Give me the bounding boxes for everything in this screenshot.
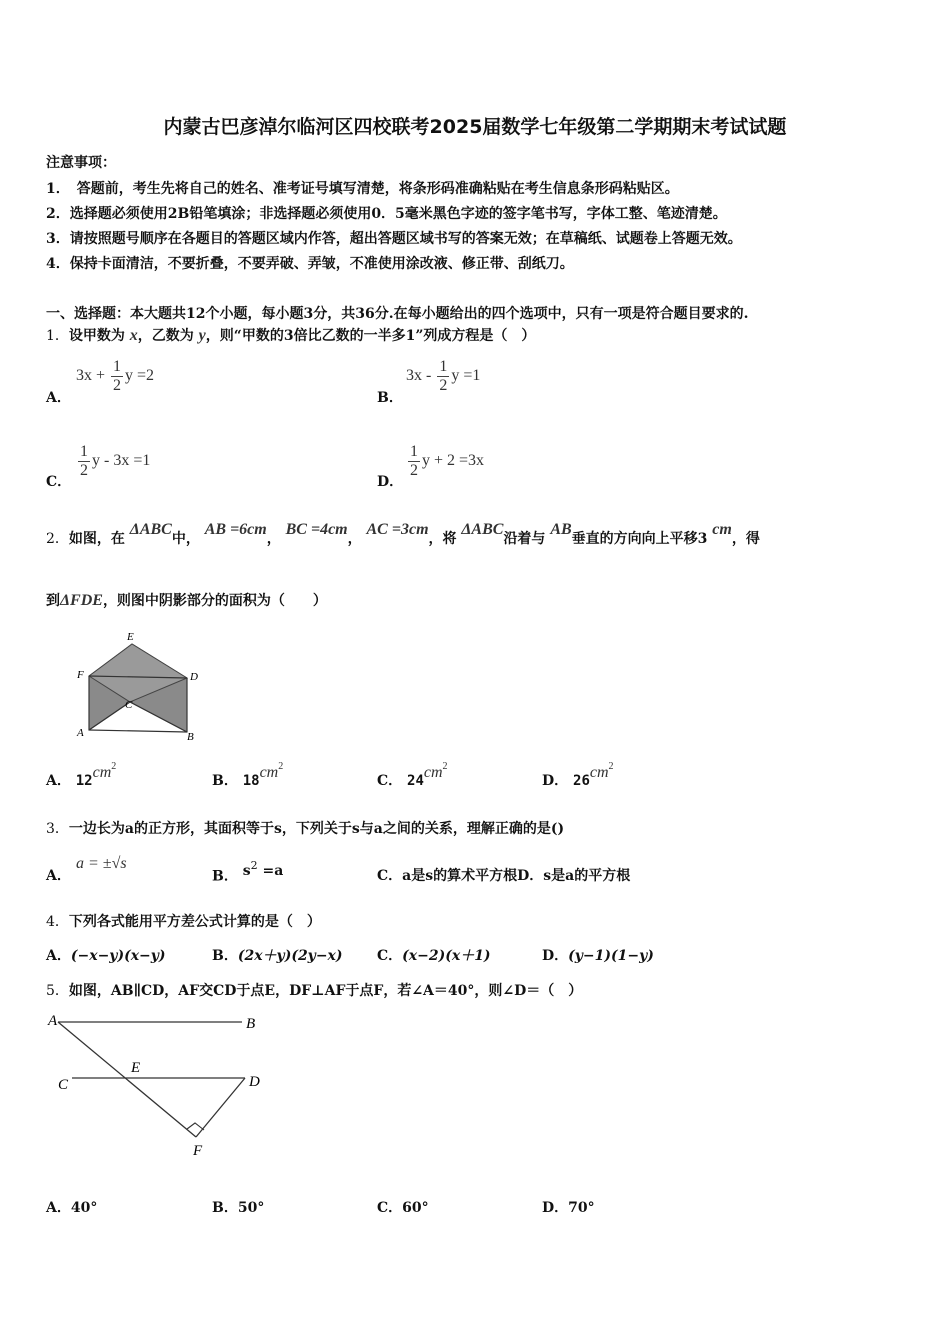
point-label: E <box>127 631 134 643</box>
notice-item: 1． 答题前，考生先将自己的姓名、准考证号填写清楚，将条形码准确粘贴在考生信息条形码粘贴区。 <box>46 181 679 197</box>
q3-option-c[interactable]: C．a是s的算术平方根D．s是a的平方根 <box>377 868 631 884</box>
q2-option-d[interactable]: D． $26cm^2$ <box>542 761 614 789</box>
point-label: F <box>193 1143 203 1159</box>
notice-heading: 注意事项： <box>46 155 116 171</box>
question-5-stem: 5．如图，AB∥CD，AF交CD于点E，DF⊥AF于点F，若∠A＝40°，则∠D＝（ ） <box>46 983 583 999</box>
question-4-stem: 4．下列各式能用平方差公式计算的是（ ） <box>46 914 321 930</box>
right-angle-mark <box>187 1123 204 1130</box>
line-af <box>58 1022 196 1137</box>
point-label: C <box>125 699 133 711</box>
q2-option-a[interactable]: A． $12cm^2$ <box>46 761 117 789</box>
notice-item: 4．保持卡面清洁，不要折叠，不要弄破、弄皱，不准使用涂改液、修正带、刮纸刀。 <box>46 256 574 272</box>
question-number: 3． <box>46 821 69 837</box>
q4-option-d[interactable]: D．(y−1)(1−y) <box>542 948 654 964</box>
question-2-stem-line2: 到ΔFDE，则图中阴影部分的面积为（ ） <box>46 592 327 609</box>
q5-option-a[interactable]: A．40° <box>46 1200 98 1216</box>
q1-option-a-label[interactable]: A． <box>46 390 71 406</box>
question-1-stem: 1．设甲数为 x，乙数为 y，则“甲数的3倍比乙数的一半多1”列成方程是（ ） <box>46 327 536 344</box>
point-label: E <box>131 1060 141 1076</box>
notice-item: 2．选择题必须使用2B铅笔填涂；非选择题必须使用0．5毫米黑色字迹的签字笔书写，字体工整、笔迹清楚。 <box>46 206 727 222</box>
question-number: 4． <box>46 914 69 930</box>
point-label: B <box>246 1016 256 1032</box>
q3-option-b[interactable]: B． $s^2 =a$ <box>212 859 284 885</box>
point-label: B <box>187 731 194 743</box>
notice-item: 3．请按照题号顺序在各题目的答题区域内作答，超出答题区域书写的答案无效；在草稿纸、试题卷上答题无效。 <box>46 231 742 247</box>
point-label: D <box>249 1074 260 1090</box>
q4-option-c[interactable]: C．(x−2)(x＋1) <box>377 948 491 964</box>
point-label: A <box>48 1013 58 1029</box>
q5-figure <box>44 1008 274 1163</box>
q1-option-c-label[interactable]: C． <box>46 474 72 490</box>
q4-option-a[interactable]: A．(−x−y)(x−y) <box>46 948 166 964</box>
q1-option-b-expr: 3x - $\frac{1}{2}$ y =1 <box>406 358 481 394</box>
question-2-stem-line1: 2．如图，在 ΔABC中， AB =6cm， BC =4cm， AC =3cm，将 ΔABC沿着与 AB垂直的方向向上平移3 cm，得 <box>46 521 760 547</box>
question-number: 2． <box>46 531 69 547</box>
q1-option-d-label[interactable]: D． <box>377 474 404 490</box>
q1-option-c-expr: $\frac{1}{2}$ y - 3x =1 <box>80 443 151 479</box>
question-3-stem: 3．一边长为a的正方形，其面积等于s，下列关于s与a之间的关系，理解正确的是() <box>46 821 565 837</box>
q2-figure <box>74 628 204 746</box>
point-label: C <box>58 1077 69 1093</box>
q3-option-a-expr: a = ±√s <box>76 855 127 872</box>
q1-option-d-expr: $\frac{1}{2}$ y + 2 =3x <box>410 443 485 479</box>
question-number: 1． <box>46 328 69 344</box>
q2-option-b[interactable]: B． $18cm^2$ <box>212 761 284 789</box>
q2-option-c[interactable]: C． $24cm^2$ <box>377 761 448 789</box>
q1-option-a-expr: 3x + $\frac{1}{2}$ y =2 <box>76 358 155 394</box>
q5-option-b[interactable]: B．50° <box>212 1200 265 1216</box>
q5-option-d[interactable]: D．70° <box>542 1200 595 1216</box>
line-df <box>196 1078 245 1137</box>
point-label: F <box>77 669 84 681</box>
section-heading: 一、选择题：本大题共12个小题，每小题3分，共36分.在每小题给出的四个选项中，只有一项是符合题目要求的. <box>46 306 749 322</box>
point-label: A <box>77 727 84 739</box>
point-label: D <box>190 671 198 683</box>
page-title: 内蒙古巴彦淖尔临河区四校联考2025届数学七年级第二学期期末考试试题 <box>163 116 787 138</box>
q1-option-b-label[interactable]: B． <box>377 390 403 406</box>
q5-option-c[interactable]: C．60° <box>377 1200 429 1216</box>
q3-option-a-label[interactable]: A． <box>46 868 71 884</box>
question-number: 5． <box>46 983 69 999</box>
q4-option-b[interactable]: B．(2x＋y)(2y−x) <box>212 948 343 964</box>
